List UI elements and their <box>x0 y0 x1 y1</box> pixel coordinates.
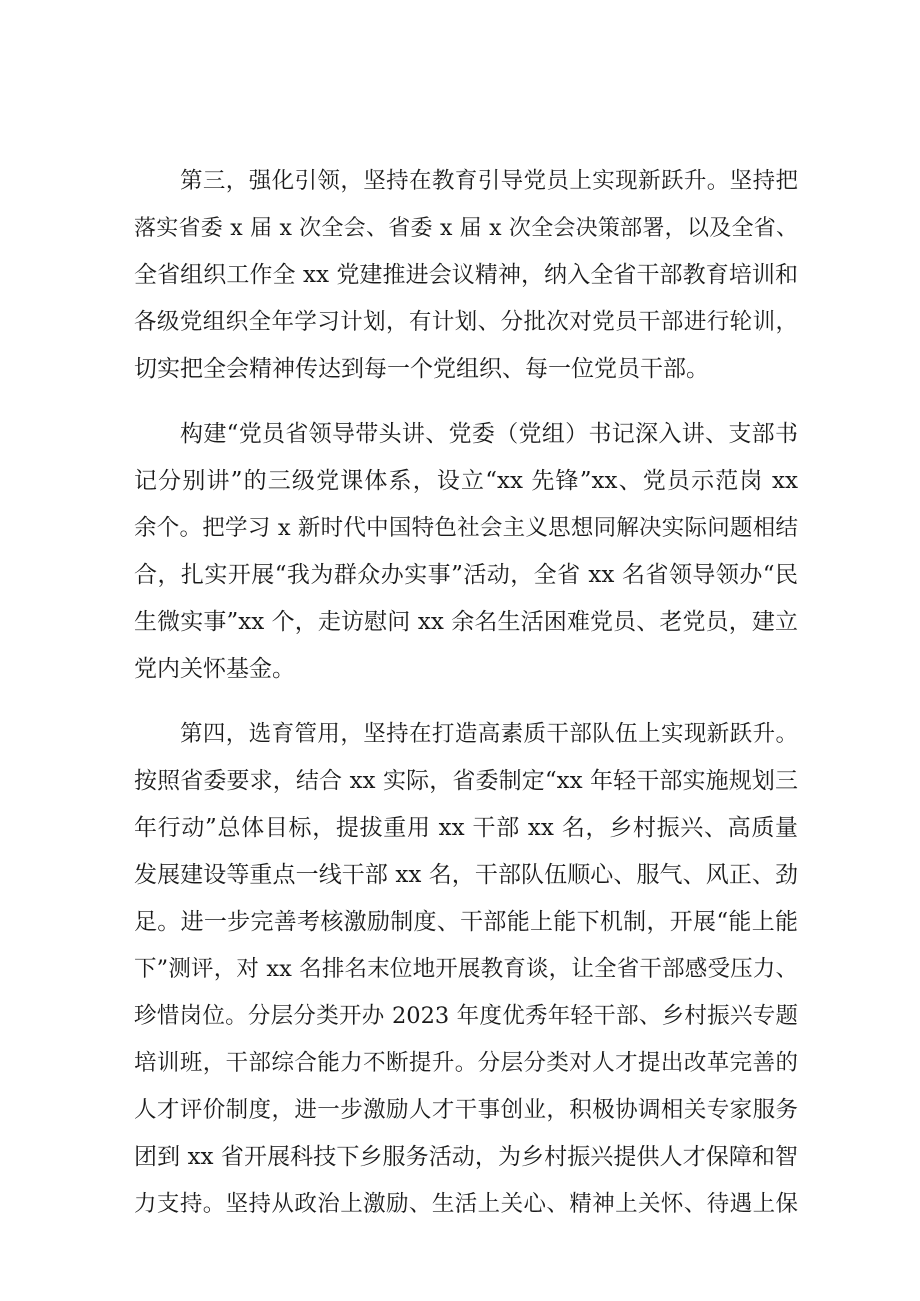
text-line: 党内关怀基金。 <box>134 656 295 682</box>
text-line: 年行动”总体目标，提拔重用 xx 干部 xx 名，乡村振兴、高质量 <box>134 815 798 841</box>
text-line: 各级党组织全年学习计划，有计划、分批次对党员干部进行轮训， <box>134 309 798 335</box>
text-line: 培训班，干部综合能力不断提升。分层分类对人才提出改革完善的 <box>134 1050 798 1076</box>
text-line: 团到 xx 省开展科技下乡服务活动，为乡村振兴提供人才保障和智 <box>134 1144 798 1170</box>
paragraph-spacer <box>134 693 798 711</box>
paragraph <box>134 158 798 393</box>
text-line: 下”测评，对 xx 名排名末位地开展教育谈，让全省干部感受压力、 <box>134 956 798 982</box>
paragraph-spacer <box>134 393 798 411</box>
text-line: 第三，强化引领，坚持在教育引导党员上实现新跃升。坚持把 <box>180 168 798 194</box>
text-line: 落实省委 x 届 x 次全会、省委 x 届 x 次全会决策部署，以及全省、 <box>134 216 798 241</box>
document-body <box>134 158 798 1228</box>
text-line: 珍惜岗位。分层分类开办 2023 年度优秀年轻干部、乡村振兴专题 <box>134 1003 798 1029</box>
text-line: 构建“党员省领导带头讲、党委（党组）书记深入讲、支部书 <box>180 421 798 447</box>
paragraph <box>134 711 798 1228</box>
paragraph <box>134 411 798 693</box>
text-line: 切实把全会精神传达到每一个党组织、每一位党员干部。 <box>134 356 709 382</box>
text-line: 生微实事”xx 个，走访慰问 xx 余名生活困难党员、老党员，建立 <box>134 609 798 635</box>
text-line: 力支持。坚持从政治上激励、生活上关心、精神上关怀、待遇上保 <box>134 1191 798 1217</box>
text-line: 足。进一步完善考核激励制度、干部能上能下机制，开展“能上能 <box>134 909 798 935</box>
text-line: 第四，选育管用，坚持在打造高素质干部队伍上实现新跃升。 <box>180 721 798 747</box>
text-line: 人才评价制度，进一步激励人才干事创业，积极协调相关专家服务 <box>134 1097 798 1123</box>
text-line: 全省组织工作全 xx 党建推进会议精神，纳入全省干部教育培训和 <box>134 262 798 288</box>
text-line: 发展建设等重点一线干部 xx 名，干部队伍顺心、服气、风正、劲 <box>134 862 798 888</box>
text-line: 合，扎实开展“我为群众办实事”活动，全省 xx 名省领导领办“民 <box>134 562 798 588</box>
text-line: 按照省委要求，结合 xx 实际，省委制定“xx 年轻干部实施规划三 <box>134 768 798 794</box>
text-line: 余个。把学习 x 新时代中国特色社会主义思想同解决实际问题相结 <box>134 515 798 541</box>
text-line: 记分别讲”的三级党课体系，设立“xx 先锋”xx、党员示范岗 xx <box>134 468 798 494</box>
